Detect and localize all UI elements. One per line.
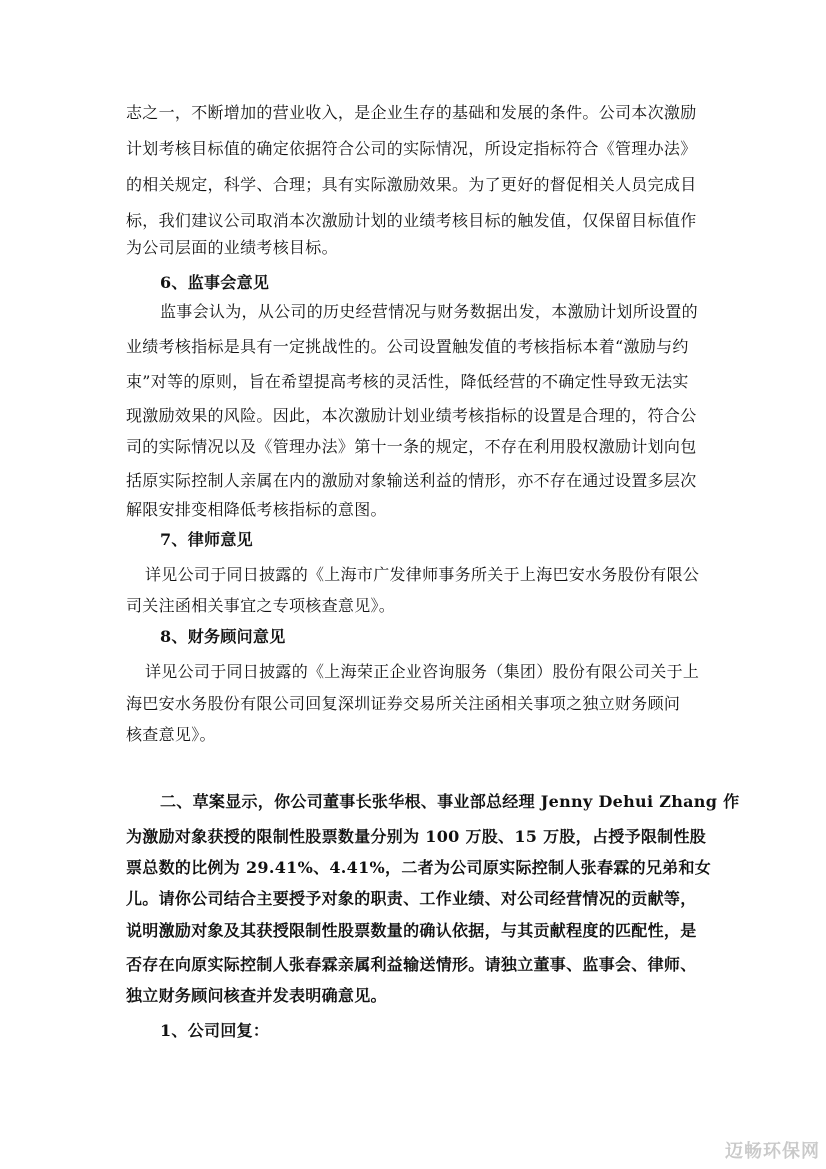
paragraph-line: 业绩考核指标是具有一定挑战性的。公司设置触发值的考核指标本着“激励与约 (126, 337, 689, 356)
question-line: 独立财务顾问核查并发表明确意见。 (126, 986, 387, 1005)
paragraph-line: 监事会认为，从公司的历史经营情况与财务数据出发，本激励计划所设置的 (160, 302, 698, 321)
question-line: 票总数的比例为 29.41%、4.41%，二者为公司原实际控制人张春霖的兄弟和女 (126, 858, 712, 877)
section-heading-financial-advisor: 8、财务顾问意见 (160, 627, 286, 646)
paragraph-line: 计划考核目标值的确定依据符合公司的实际情况，所设定指标符合《管理办法》 (126, 139, 697, 158)
paragraph-line: 解限安排变相降低考核指标的意图。 (126, 500, 387, 519)
question-line: 否存在向原实际控制人张春霖亲属利益输送情形。请独立董事、监事会、律师、 (126, 955, 697, 974)
site-watermark: 迈畅环保网 (725, 1141, 820, 1162)
paragraph-line: 详见公司于同日披露的《上海市广发律师事务所关于上海巴安水务股份有限公 (145, 565, 700, 584)
paragraph-line: 志之一，不断增加的营业收入，是企业生存的基础和发展的条件。公司本次激励 (126, 103, 697, 122)
question-line: 二、草案显示，你公司董事长张华根、事业部总经理 Jenny Dehui Zhang 作 (160, 792, 740, 811)
paragraph-line: 现激励效果的风险。因此，本次激励计划业绩考核指标的设置是合理的，符合公 (126, 406, 697, 425)
question-line: 说明激励对象及其获授限制性股票数量的确认依据，与其贡献程度的匹配性，是 (126, 921, 697, 940)
paragraph-line: 束”对等的原则，旨在希望提高考核的灵活性，降低经营的不确定性导致无法实 (126, 372, 689, 391)
paragraph-line: 海巴安水务股份有限公司回复深圳证券交易所关注函相关事项之独立财务顾问 (126, 694, 681, 713)
section-heading-company-reply: 1、公司回复： (160, 1021, 270, 1040)
paragraph-line: 的相关规定，科学、合理；具有实际激励效果。为了更好的督促相关人员完成目 (126, 175, 697, 194)
paragraph-line: 核查意见》。 (126, 725, 216, 744)
paragraph-line: 详见公司于同日披露的《上海荣正企业咨询服务（集团）股份有限公司关于上 (145, 662, 700, 681)
section-heading-supervisory-board: 6、监事会意见 (160, 273, 270, 292)
paragraph-line: 为公司层面的业绩考核目标。 (126, 238, 338, 257)
question-line: 儿。请你公司结合主要授予对象的职责、工作业绩、对公司经营情况的贡献等， (126, 889, 697, 908)
question-line: 为激励对象获授的限制性股票数量分别为 100 万股、15 万股，占授予限制性股 (126, 827, 707, 846)
paragraph-line: 司的实际情况以及《管理办法》第十一条的规定，不存在利用股权激励计划向包 (126, 437, 697, 456)
paragraph-line: 司关注函相关事宜之专项核查意见》。 (126, 596, 396, 615)
paragraph-line: 括原实际控制人亲属在内的激励对象输送利益的情形，亦不存在通过设置多层次 (126, 471, 697, 490)
section-heading-lawyer: 7、律师意见 (160, 530, 253, 549)
paragraph-line: 标，我们建议公司取消本次激励计划的业绩考核目标的触发值，仅保留目标值作 (126, 211, 697, 230)
